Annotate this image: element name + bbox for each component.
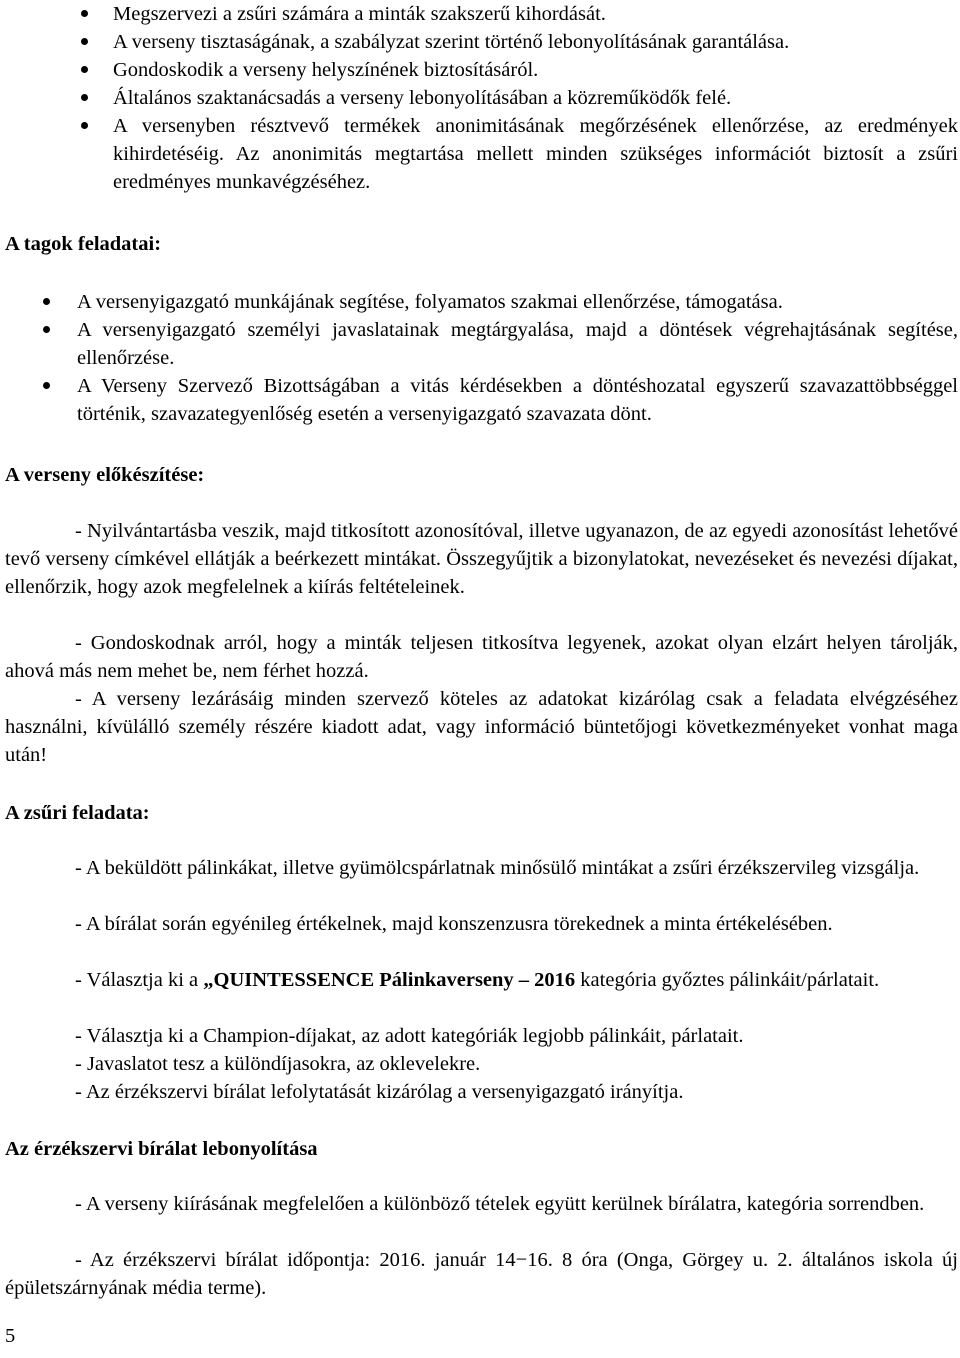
heading-tagok: A tagok feladatai: (5, 233, 162, 255)
paragraph: - Az érzékszervi bírálat lefolytatását kizárólag a versenyigazgató irányítja. (75, 1081, 684, 1103)
list-item: A versenyben résztvevő termékek anonimitásának megőrzésének ellenőrzése, az eredmények kihirdetéséig. Az anonimitás megtartása mellett minden szükséges információt biztosít a zsűri eredményes munkavégzéséhez. (0, 112, 958, 196)
list-item: A verseny tisztaságának, a szabályzat szerint történő lebonyolításának garantálása. (0, 28, 958, 56)
heading-zsuri: A zsűri feladata: (5, 802, 150, 824)
heading-elokeszites: A verseny előkészítése: (5, 464, 205, 486)
paragraph: - Nyilvántartásba veszik, majd titkosított azonosítóval, illetve ugyanazon, de az egyedi azonosítást lehetővé tevő verseny címkével ellátják a beérkezett mintákat. Összegyűjtik a bizonylatokat, nevezéseket és nevezési díjakat, ellenőrzik, hogy azok megfelelnek a kiírás feltételeinek. (5, 520, 958, 598)
text: kategória győztes pálinkáit/párlatait. (575, 969, 880, 991)
paragraph: - Javaslatot tesz a különdíjasokra, az oklevelekre. (75, 1053, 481, 1075)
paragraph: - Gondoskodnak arról, hogy a minták teljesen titkosítva legyenek, azokat olyan elzárt helyen tárolják, ahová más nem mehet be, nem férhet hozzá. (5, 632, 958, 682)
page-number: 5 (5, 1325, 16, 1347)
list-item: A versenyigazgató munkájának segítése, folyamatos szakmai ellenőrzése, támogatása. (0, 288, 958, 316)
paragraph: - A beküldött pálinkákat, illetve gyümölcspárlatnak minősülő mintákat a zsűri érzékszervileg vizsgálja. (75, 857, 920, 879)
heading-biralat: Az érzékszervi bírálat lebonyolítása (5, 1138, 318, 1160)
list-item: A versenyigazgató személyi javaslatainak megtárgyalása, majd a döntések végrehajtásának segítése, ellenőrzése. (0, 316, 958, 372)
paragraph: - A bírálat során egyénileg értékelnek, majd konszenzusra törekednek a minta értékelésében. (75, 913, 833, 935)
paragraph: - Választja ki a Champion-díjakat, az adott kategóriák legjobb pálinkáit, párlatait. (75, 1025, 744, 1047)
paragraph: - A verseny lezárásáig minden szervező köteles az adatokat kizárólag csak a feladata elvégzéséhez használni, kívülálló személy részére kiadott adat, vagy információ büntetőjogi következményeket vonhat maga után! (5, 688, 958, 766)
paragraph: - A verseny kiírásának megfelelően a különböző tételek együtt kerülnek bírálatra, kategória sorrendben. (75, 1193, 925, 1215)
list-item: A Verseny Szervező Bizottságában a vitás kérdésekben a döntéshozatal egyszerű szavazattöbbséggel történik, szavazategyenlőség esetén a versenyigazgató szavazata dönt. (0, 372, 958, 428)
paragraph: - Az érzékszervi bírálat időpontja: 2016. január 14−16. 8 óra (Onga, Görgey u. 2. általános iskola új épületszárnyának média terme). (5, 1249, 958, 1299)
paragraph (5, 966, 958, 994)
list-item: Megszervezi a zsűri számára a minták szakszerű kihordását. (0, 0, 958, 28)
text: - Választja ki a (75, 969, 204, 991)
bullet-list-tagok (0, 288, 958, 428)
list-item: Gondoskodik a verseny helyszínének biztosításáról. (0, 56, 958, 84)
competition-name: „QUINTESSENCE Pálinkaverseny – 2016 (203, 969, 576, 991)
list-item: Általános szaktanácsadás a verseny lebonyolításában a közreműködők felé. (0, 84, 958, 112)
bullet-list-top (0, 0, 958, 196)
